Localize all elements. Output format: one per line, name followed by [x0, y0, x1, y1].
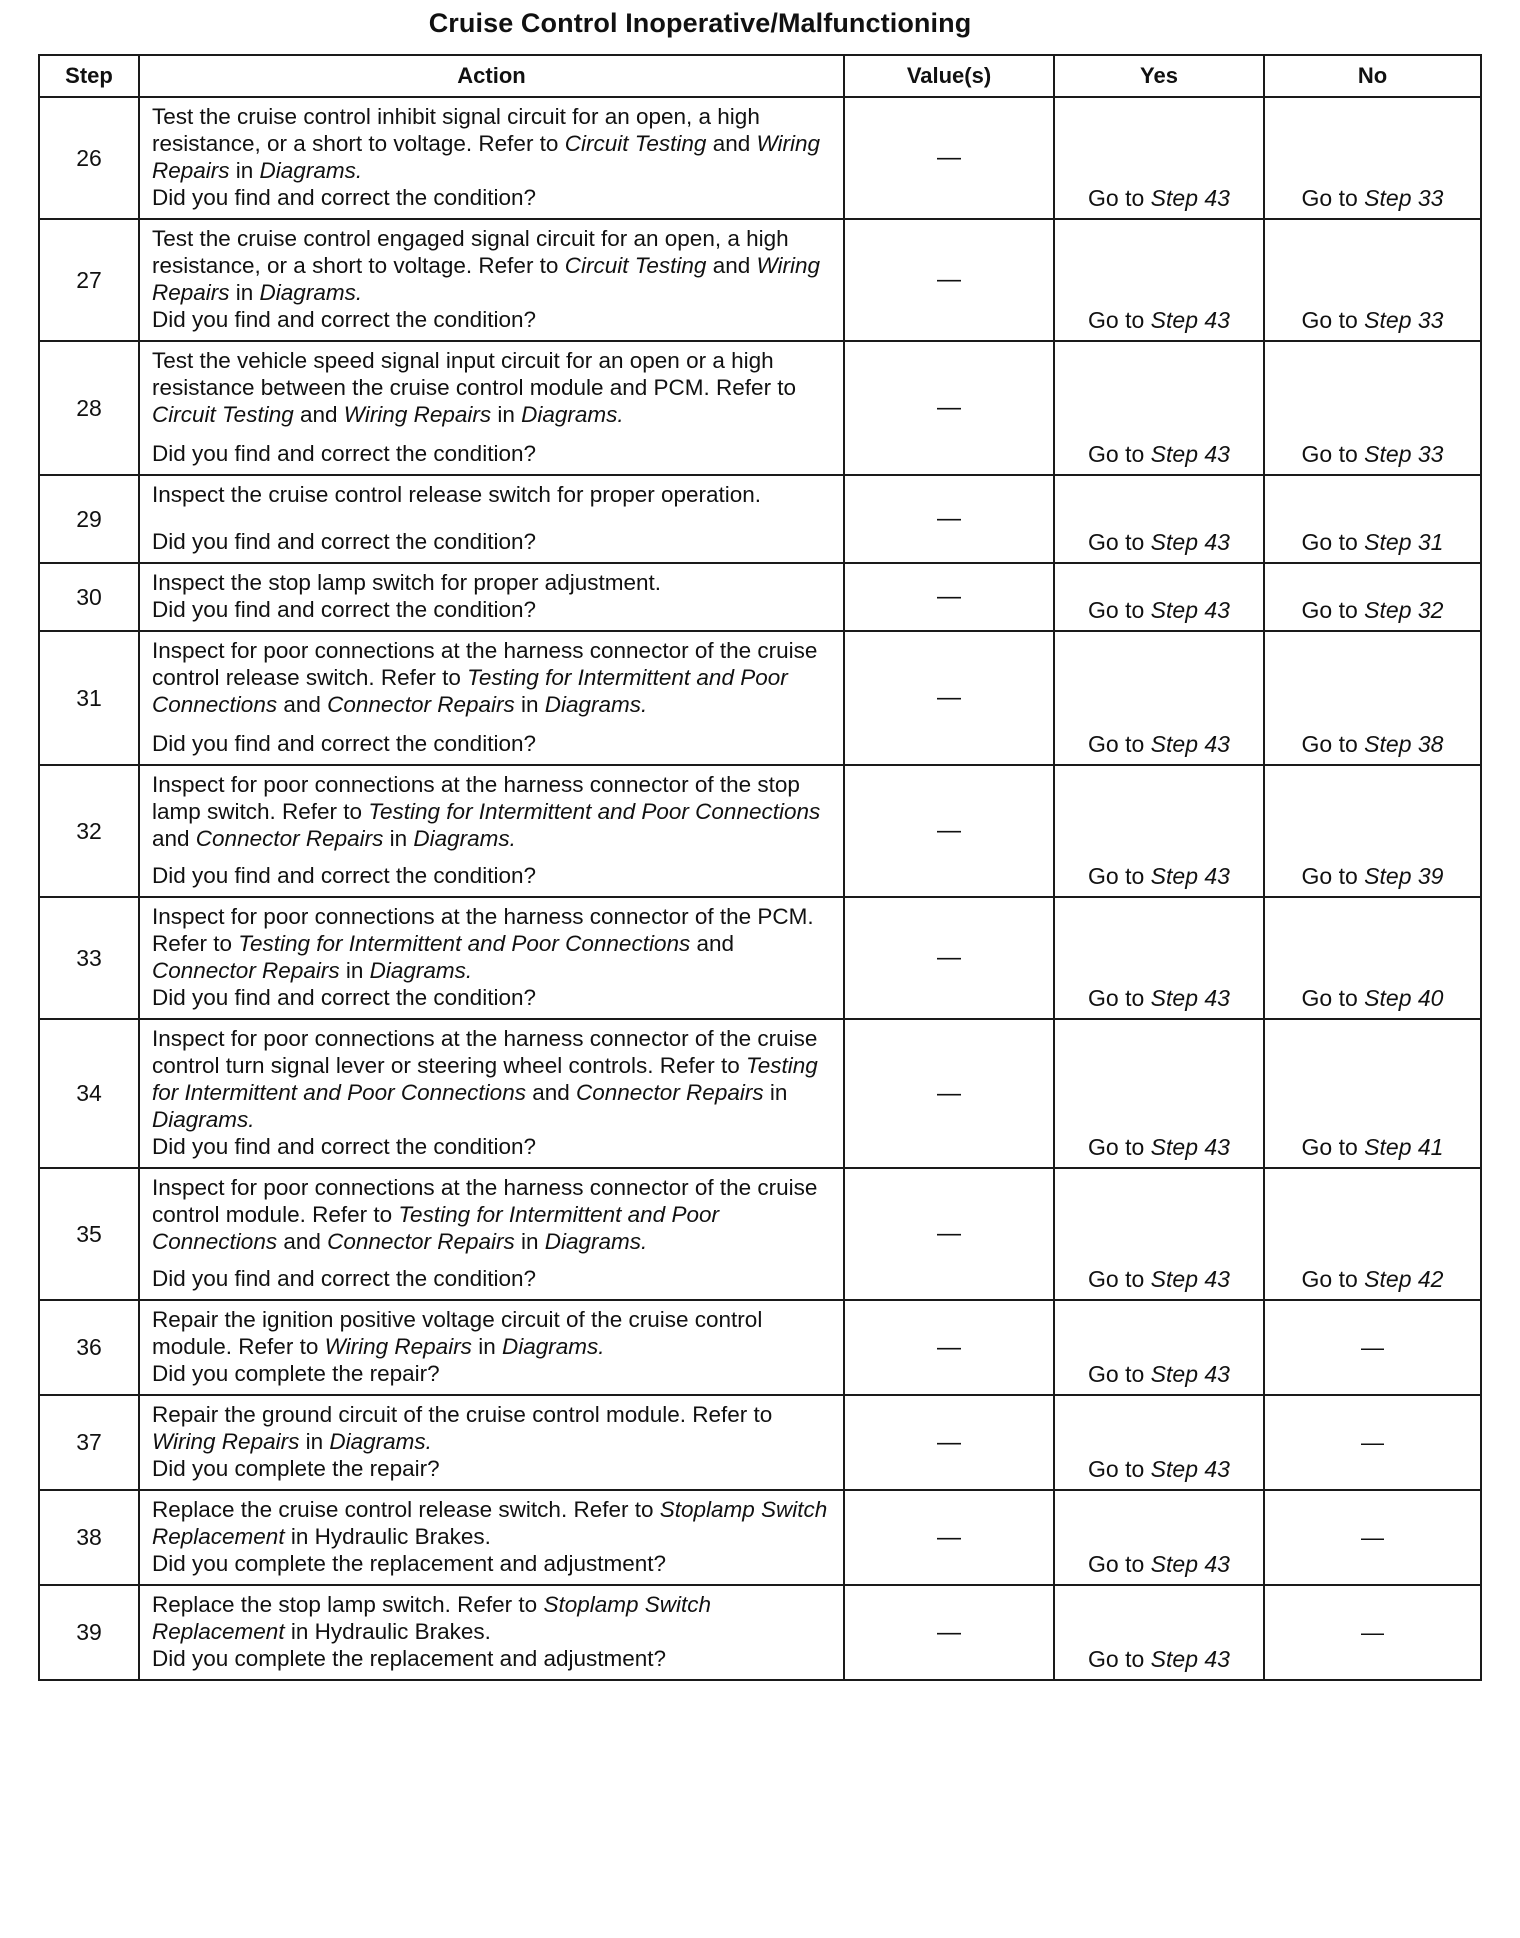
- reference-link-text: Diagrams.: [413, 826, 516, 851]
- instruction-text: Repair the ground circuit of the cruise control module. Refer to: [152, 1402, 773, 1427]
- yes-cell: [1054, 1168, 1264, 1300]
- action-content: [140, 632, 843, 764]
- value-cell: —: [844, 1490, 1054, 1585]
- action-instruction: [140, 342, 843, 428]
- goto-prefix: Go to: [1088, 185, 1151, 211]
- reference-link-text: Wiring Repairs: [152, 1429, 300, 1454]
- action-question: Did you find and correct the condition?: [152, 185, 536, 210]
- value-cell: —: [844, 475, 1054, 563]
- value-cell: —: [844, 563, 1054, 631]
- table-row: [39, 97, 1481, 219]
- action-question: Did you find and correct the condition?: [152, 529, 536, 554]
- reference-link-text: Diagrams.: [259, 158, 363, 183]
- goto-prefix: Go to: [1088, 1456, 1151, 1482]
- value-cell: —: [844, 219, 1054, 341]
- action-content: [140, 1586, 843, 1679]
- instruction-text: Replace the stop lamp switch. Refer to: [152, 1592, 544, 1617]
- value-cell: —: [844, 1300, 1054, 1395]
- action-content: [140, 1020, 843, 1167]
- value-cell: —: [844, 765, 1054, 897]
- action-content: [140, 98, 843, 218]
- goto-prefix: Go to: [1301, 529, 1365, 555]
- yes-cell: [1054, 475, 1264, 563]
- header-action: Action: [139, 55, 844, 97]
- action-content: [140, 1491, 843, 1584]
- table-row: [39, 475, 1481, 563]
- header-row: [39, 55, 1481, 97]
- action-content: [140, 1301, 843, 1394]
- goto-step-ref: Step 32: [1364, 597, 1444, 623]
- action-cell: [139, 1019, 844, 1168]
- step-number: 36: [39, 1300, 139, 1395]
- step-number: 27: [39, 219, 139, 341]
- yes-cell: [1054, 97, 1264, 219]
- no-cell: —: [1264, 1395, 1481, 1490]
- goto-step-ref: Step 38: [1364, 731, 1444, 757]
- action-content: [140, 220, 843, 340]
- goto-step-ref: Step 43: [1150, 441, 1230, 467]
- goto-step-ref: Step 43: [1150, 731, 1230, 757]
- step-number: 33: [39, 897, 139, 1019]
- yes-cell: [1054, 897, 1264, 1019]
- yes-cell: [1054, 563, 1264, 631]
- instruction-text: Inspect the cruise control release switch for proper operation.: [152, 482, 762, 507]
- reference-link-text: Connector Repairs: [327, 1229, 515, 1254]
- value-cell: —: [844, 1019, 1054, 1168]
- reference-link-text: Circuit Testing: [564, 253, 707, 278]
- no-cell: [1264, 631, 1481, 765]
- table-row: [39, 897, 1481, 1019]
- instruction-text: and: [706, 253, 757, 278]
- action-instruction: [140, 1491, 843, 1550]
- no-cell: —: [1264, 1490, 1481, 1585]
- reference-link-text: Wiring Repairs: [152, 131, 821, 183]
- reference-link-text: Wiring Repairs: [324, 1334, 472, 1359]
- instruction-text: in: [514, 1229, 545, 1254]
- goto-step-ref: Step 42: [1364, 1266, 1444, 1292]
- goto-prefix: Go to: [1088, 597, 1151, 623]
- instruction-text: Test the cruise control inhibit signal circuit for an open, a high resistance, or a short to voltage. Refer to: [152, 104, 760, 156]
- goto-prefix: Go to: [1301, 441, 1365, 467]
- goto-prefix: Go to: [1088, 1134, 1151, 1160]
- yes-cell: [1054, 1395, 1264, 1490]
- value-cell: —: [844, 1168, 1054, 1300]
- instruction-text: Replace the cruise control release switch. Refer to: [152, 1497, 660, 1522]
- no-cell: [1264, 219, 1481, 341]
- reference-link-text: Diagrams.: [369, 958, 473, 983]
- instruction-text: Inspect for poor connections at the harness connector of the cruise control module. Refer to: [152, 1175, 818, 1227]
- goto-prefix: Go to: [1301, 1266, 1365, 1292]
- action-question: Did you find and correct the condition?: [152, 597, 536, 622]
- goto-step-ref: Step 31: [1364, 529, 1444, 555]
- header-values: Value(s): [844, 55, 1054, 97]
- goto-step-ref: Step 43: [1150, 307, 1230, 333]
- instruction-text: in: [763, 1080, 788, 1105]
- reference-link-text: Testing for Intermittent and Poor Connections: [238, 931, 691, 956]
- step-number: 39: [39, 1585, 139, 1680]
- step-number: 28: [39, 341, 139, 475]
- yes-cell: [1054, 219, 1264, 341]
- no-cell: —: [1264, 1300, 1481, 1395]
- reference-link-text: Testing for Intermittent and Poor Connections: [152, 1053, 818, 1105]
- table-row: [39, 563, 1481, 631]
- reference-link-text: Testing for Intermittent and Poor Connections: [152, 665, 788, 717]
- instruction-text: and: [690, 931, 735, 956]
- reference-link-text: Diagrams.: [521, 402, 624, 427]
- action-content: [140, 1169, 843, 1299]
- header-step: Step: [39, 55, 139, 97]
- action-question: Did you complete the repair?: [152, 1456, 440, 1481]
- reference-link-text: Wiring Repairs: [343, 402, 492, 427]
- instruction-text: Inspect for poor connections at the harness connector of the PCM. Refer to: [152, 904, 814, 956]
- goto-step-ref: Step 43: [1150, 1646, 1230, 1672]
- no-cell: [1264, 341, 1481, 475]
- reference-link-text: Stoplamp Switch Replacement: [152, 1497, 828, 1549]
- goto-prefix: Go to: [1088, 1361, 1151, 1387]
- goto-prefix: Go to: [1088, 1646, 1151, 1672]
- step-number: 35: [39, 1168, 139, 1300]
- goto-step-ref: Step 40: [1364, 985, 1444, 1011]
- reference-link-text: Diagrams.: [544, 1229, 648, 1254]
- action-instruction: [140, 1169, 843, 1255]
- action-question: Did you find and correct the condition?: [152, 985, 536, 1010]
- action-question: Did you find and correct the condition?: [152, 307, 536, 332]
- reference-link-text: Stoplamp Switch Replacement: [152, 1592, 712, 1644]
- action-instruction: [140, 898, 843, 984]
- instruction-text: Repair the ignition positive voltage circuit of the cruise control module. Refer to: [152, 1307, 763, 1359]
- action-cell: [139, 1168, 844, 1300]
- instruction-text: Inspect for poor connections at the harness connector of the cruise control release switch. Refer to: [152, 638, 818, 690]
- goto-step-ref: Step 33: [1364, 307, 1444, 333]
- step-number: 29: [39, 475, 139, 563]
- goto-step-ref: Step 33: [1364, 441, 1444, 467]
- action-instruction: [140, 1586, 843, 1645]
- action-cell: [139, 897, 844, 1019]
- reference-link-text: Wiring Repairs: [152, 253, 821, 305]
- action-content: [140, 1396, 843, 1489]
- goto-prefix: Go to: [1301, 731, 1365, 757]
- action-instruction: [140, 1301, 843, 1360]
- goto-prefix: Go to: [1088, 985, 1151, 1011]
- value-cell: —: [844, 1585, 1054, 1680]
- goto-step-ref: Step 33: [1364, 185, 1444, 211]
- instruction-text: Inspect for poor connections at the harness connector of the stop lamp switch. Refer to: [152, 772, 800, 824]
- yes-cell: [1054, 1300, 1264, 1395]
- step-number: 38: [39, 1490, 139, 1585]
- action-content: [140, 476, 843, 562]
- action-cell: [139, 1395, 844, 1490]
- instruction-text: in: [491, 402, 522, 427]
- action-question: Did you find and correct the condition?: [152, 863, 536, 888]
- step-number: 37: [39, 1395, 139, 1490]
- instruction-text: and: [293, 402, 344, 427]
- no-cell: [1264, 563, 1481, 631]
- step-number: 32: [39, 765, 139, 897]
- action-content: [140, 564, 843, 630]
- action-cell: [139, 219, 844, 341]
- no-cell: [1264, 1168, 1481, 1300]
- step-number: 31: [39, 631, 139, 765]
- instruction-text: in Hydraulic Brakes.: [284, 1524, 491, 1549]
- table-body: [39, 97, 1481, 1680]
- table-row: [39, 1300, 1481, 1395]
- header-no: No: [1264, 55, 1481, 97]
- value-cell: —: [844, 631, 1054, 765]
- reference-link-text: Diagrams.: [152, 1107, 255, 1132]
- action-question: Did you complete the repair?: [152, 1361, 440, 1386]
- instruction-text: and: [277, 692, 328, 717]
- no-cell: [1264, 897, 1481, 1019]
- action-cell: [139, 1300, 844, 1395]
- action-cell: [139, 765, 844, 897]
- action-instruction: [140, 1396, 843, 1455]
- value-cell: —: [844, 341, 1054, 475]
- reference-link-text: Testing for Intermittent and Poor Connections: [368, 799, 821, 824]
- no-cell: [1264, 97, 1481, 219]
- table-row: [39, 341, 1481, 475]
- table-row: [39, 631, 1481, 765]
- table-row: [39, 1585, 1481, 1680]
- action-cell: [139, 475, 844, 563]
- goto-prefix: Go to: [1088, 307, 1151, 333]
- instruction-text: and: [152, 826, 196, 851]
- step-number: 30: [39, 563, 139, 631]
- reference-link-text: Connector Repairs: [576, 1080, 764, 1105]
- diagnostic-table: [38, 54, 1482, 1681]
- goto-step-ref: Step 43: [1150, 1361, 1230, 1387]
- reference-link-text: Testing for Intermittent and Poor Connections: [152, 1202, 719, 1254]
- value-cell: —: [844, 1395, 1054, 1490]
- header-yes: Yes: [1054, 55, 1264, 97]
- instruction-text: Test the cruise control engaged signal circuit for an open, a high resistance, or a short to voltage. Refer to: [152, 226, 789, 278]
- no-cell: [1264, 1019, 1481, 1168]
- action-question: Did you find and correct the condition?: [152, 1266, 536, 1291]
- instruction-text: and: [277, 1229, 328, 1254]
- table-row: [39, 1168, 1481, 1300]
- reference-link-text: Circuit Testing: [564, 131, 707, 156]
- action-instruction: [140, 476, 843, 508]
- action-content: [140, 898, 843, 1018]
- goto-prefix: Go to: [1301, 1134, 1365, 1160]
- reference-link-text: Circuit Testing: [152, 402, 294, 427]
- goto-prefix: Go to: [1088, 731, 1151, 757]
- value-cell: —: [844, 97, 1054, 219]
- reference-link-text: Diagrams.: [259, 280, 363, 305]
- no-cell: [1264, 765, 1481, 897]
- yes-cell: [1054, 341, 1264, 475]
- action-cell: [139, 631, 844, 765]
- goto-prefix: Go to: [1301, 597, 1365, 623]
- goto-step-ref: Step 43: [1150, 1134, 1230, 1160]
- instruction-text: in Hydraulic Brakes.: [284, 1619, 491, 1644]
- instruction-text: Inspect for poor connections at the harness connector of the cruise control turn signal lever or steering wheel controls. Refer to: [152, 1026, 818, 1078]
- goto-prefix: Go to: [1088, 1266, 1151, 1292]
- instruction-text: and: [525, 1080, 576, 1105]
- instruction-text: in: [339, 958, 370, 983]
- yes-cell: [1054, 1585, 1264, 1680]
- goto-prefix: Go to: [1301, 307, 1365, 333]
- action-instruction: [140, 632, 843, 718]
- table-row: [39, 765, 1481, 897]
- instruction-text: Test the vehicle speed signal input circuit for an open or a high resistance between the cruise control module and PCM. Refer to: [152, 348, 797, 400]
- action-instruction: [140, 98, 843, 184]
- action-instruction: [140, 1020, 843, 1133]
- goto-prefix: Go to: [1301, 985, 1365, 1011]
- goto-step-ref: Step 39: [1364, 863, 1444, 889]
- action-cell: [139, 1585, 844, 1680]
- action-instruction: [140, 766, 843, 852]
- goto-prefix: Go to: [1301, 863, 1365, 889]
- action-question: Did you find and correct the condition?: [152, 441, 536, 466]
- instruction-text: in: [299, 1429, 330, 1454]
- table-row: [39, 1490, 1481, 1585]
- instruction-text: and: [706, 131, 757, 156]
- no-cell: —: [1264, 1585, 1481, 1680]
- reference-link-text: Diagrams.: [544, 692, 648, 717]
- no-cell: [1264, 475, 1481, 563]
- instruction-text: in: [229, 158, 260, 183]
- reference-link-text: Connector Repairs: [152, 958, 340, 983]
- goto-step-ref: Step 43: [1150, 529, 1230, 555]
- goto-step-ref: Step 43: [1150, 597, 1230, 623]
- instruction-text: Inspect the stop lamp switch for proper adjustment.: [152, 570, 661, 595]
- action-question: Did you find and correct the condition?: [152, 731, 536, 756]
- table-row: [39, 219, 1481, 341]
- action-cell: [139, 1490, 844, 1585]
- goto-step-ref: Step 43: [1150, 1266, 1230, 1292]
- instruction-text: in: [229, 280, 260, 305]
- action-cell: [139, 341, 844, 475]
- goto-prefix: Go to: [1301, 185, 1365, 211]
- reference-link-text: Diagrams.: [329, 1429, 432, 1454]
- yes-cell: [1054, 631, 1264, 765]
- goto-step-ref: Step 41: [1364, 1134, 1444, 1160]
- step-number: 34: [39, 1019, 139, 1168]
- goto-prefix: Go to: [1088, 1551, 1151, 1577]
- goto-prefix: Go to: [1088, 863, 1151, 889]
- action-content: [140, 342, 843, 474]
- action-instruction: [140, 564, 843, 596]
- value-cell: —: [844, 897, 1054, 1019]
- action-cell: [139, 563, 844, 631]
- instruction-text: in: [514, 692, 545, 717]
- yes-cell: [1054, 1490, 1264, 1585]
- goto-prefix: Go to: [1088, 529, 1151, 555]
- reference-link-text: Diagrams.: [501, 1334, 605, 1359]
- yes-cell: [1054, 1019, 1264, 1168]
- page-title: Cruise Control Inoperative/Malfunctioning: [428, 8, 972, 38]
- goto-prefix: Go to: [1088, 441, 1151, 467]
- action-question: Did you complete the replacement and adjustment?: [152, 1551, 667, 1576]
- yes-cell: [1054, 765, 1264, 897]
- action-instruction: [140, 220, 843, 306]
- goto-step-ref: Step 43: [1150, 863, 1230, 889]
- goto-step-ref: Step 43: [1150, 1551, 1230, 1577]
- reference-link-text: Connector Repairs: [327, 692, 515, 717]
- step-number: 26: [39, 97, 139, 219]
- action-content: [140, 766, 843, 896]
- reference-link-text: Connector Repairs: [195, 826, 384, 851]
- action-cell: [139, 97, 844, 219]
- table-row: [39, 1019, 1481, 1168]
- instruction-text: in: [471, 1334, 502, 1359]
- goto-step-ref: Step 43: [1150, 185, 1230, 211]
- goto-step-ref: Step 43: [1150, 1456, 1230, 1482]
- goto-step-ref: Step 43: [1150, 985, 1230, 1011]
- table-row: [39, 1395, 1481, 1490]
- instruction-text: in: [383, 826, 414, 851]
- action-question: Did you complete the replacement and adjustment?: [152, 1646, 667, 1671]
- action-question: Did you find and correct the condition?: [152, 1134, 536, 1159]
